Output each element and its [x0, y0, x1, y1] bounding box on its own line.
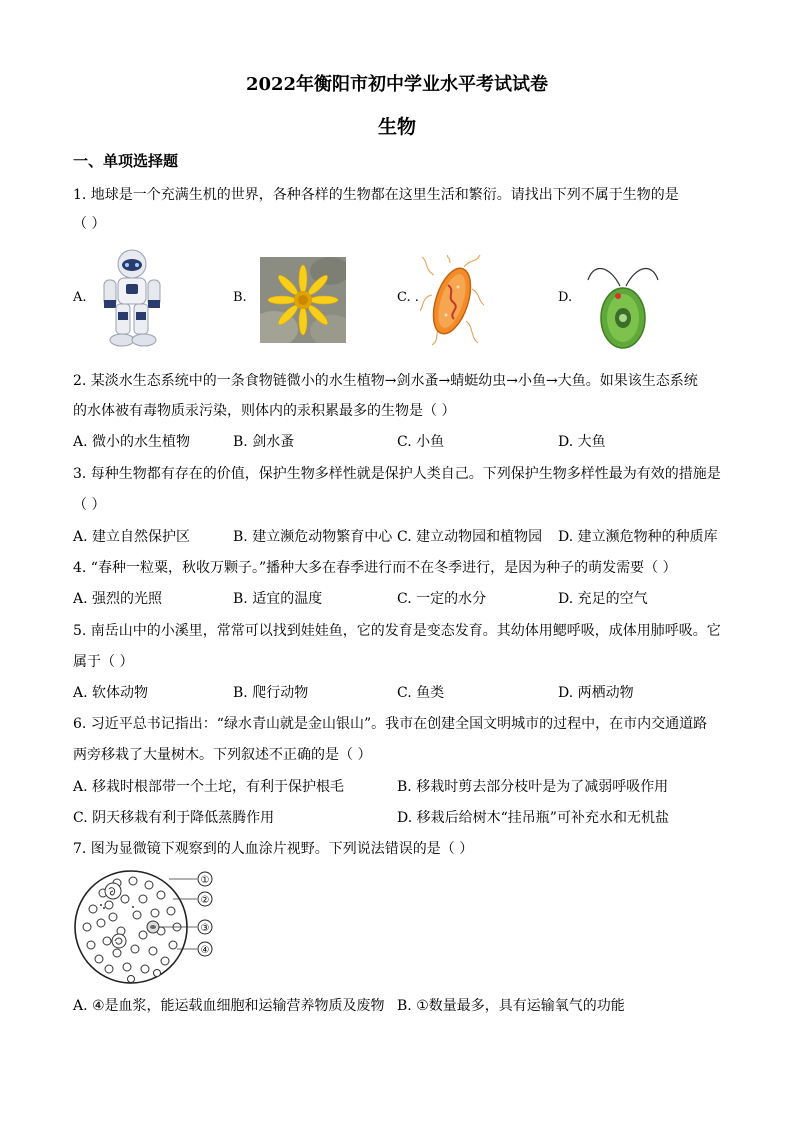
q6-option-b: B. 移栽时剪去部分枝叶是为了减弱呼吸作用: [397, 779, 669, 795]
question-1-line-2: （ ）: [73, 216, 106, 232]
q2-option-c: C. 小鱼: [397, 434, 445, 450]
q4-option-a: A. 强烈的光照: [73, 591, 163, 607]
flower-image: [260, 257, 346, 343]
question-6-line-1: 6. 习近平总书记指出：“绿水青山就是金山银山”。我市在创建全国文明城市的过程中，在市内交通道路: [73, 716, 708, 732]
bacterium-image: [420, 255, 484, 347]
q4-option-c: C. 一定的水分: [397, 591, 487, 607]
figure-label-1: ①: [200, 875, 210, 886]
figure-label-2: ②: [200, 895, 210, 906]
question-3-line-2: （ ）: [73, 497, 106, 513]
q5-option-a: A. 软体动物: [73, 685, 149, 701]
q1-option-c: C. .: [397, 290, 419, 305]
chlamydomonas-image: [580, 256, 666, 352]
q1-option-d: D.: [558, 290, 573, 305]
exam-title: 2022年衡阳市初中学业水平考试试卷: [245, 74, 549, 95]
q6-option-d: D. 移栽后给树木“挂吊瓶”可补充水和无机盐: [397, 810, 669, 826]
q2-option-d: D. 大鱼: [558, 434, 606, 450]
q6-option-a: A. 移栽时根部带一个土坨，有利于保护根毛: [73, 779, 345, 795]
q3-option-c: C. 建立动物园和植物园: [397, 529, 543, 545]
question-2-line-1: 2. 某淡水生态系统中的一条食物链微小的水生植物→剑水蚤→蜻蜓幼虫→小鱼→大鱼。如果该生态系统: [73, 373, 698, 389]
question-4-line-1: 4. “春种一粒粟，秋收万颗子。”播种大多在春季进行而不在冬季进行，是因为种子的萌发需要（ ）: [73, 560, 677, 576]
q4-option-d: D. 充足的空气: [558, 591, 648, 607]
subject-title: 生物: [377, 116, 416, 138]
q5-option-c: C. 鱼类: [397, 685, 445, 701]
q3-option-a: A. 建立自然保护区: [73, 529, 191, 545]
q3-option-b: B. 建立濒危动物繁育中心: [233, 529, 393, 545]
q1-option-a: A.: [73, 290, 87, 305]
question-5-line-1: 5. 南岳山中的小溪里，常常可以找到娃娃鱼，它的发育是变态发育。其幼体用鳃呼吸，成体用肺呼吸。它: [73, 623, 721, 639]
q7-option-b: B. ①数量最多，具有运输氧气的功能: [397, 998, 625, 1014]
figure-label-3: ③: [200, 923, 210, 934]
question-7-line-1: 7. 图为显微镜下观察到的人血涂片视野。下列说法错误的是（ ）: [73, 841, 474, 857]
q2-option-a: A. 微小的水生植物: [73, 434, 191, 450]
q4-option-b: B. 适宜的温度: [233, 591, 323, 607]
q6-option-c: C. 阴天移栽有利于降低蒸腾作用: [73, 810, 275, 826]
question-1-line-1: 1. 地球是一个充满生机的世界，各种各样的生物都在这里生活和繁衍。请找出下列不属于生物的是: [73, 187, 679, 203]
q2-option-b: B. 剑水蚤: [233, 434, 295, 450]
section-heading: 一、单项选择题: [73, 152, 179, 170]
question-2-line-2: 的水体被有毒物质汞污染，则体内的汞积累最多的生物是（ ）: [73, 403, 456, 419]
q5-option-b: B. 爬行动物: [233, 685, 309, 701]
question-5-line-2: 属于（ ）: [73, 654, 134, 670]
q7-option-a: A. ④是血浆，能运载血细胞和运输营养物质及废物: [73, 998, 385, 1014]
blood-smear-figure: [73, 865, 223, 989]
figure-label-4: ④: [200, 945, 210, 956]
robot-image: [96, 246, 168, 350]
q1-option-b: B.: [233, 290, 247, 305]
q5-option-d: D. 两栖动物: [558, 685, 634, 701]
question-6-line-2: 两旁移栽了大量树木。下列叙述不正确的是（ ）: [73, 747, 372, 763]
q3-option-d: D. 建立濒危物种的种质库: [558, 529, 718, 545]
question-3-line-1: 3. 每种生物都有存在的价值，保护生物多样性就是保护人类自己。下列保护生物多样性最为有效的措施是: [73, 466, 721, 482]
